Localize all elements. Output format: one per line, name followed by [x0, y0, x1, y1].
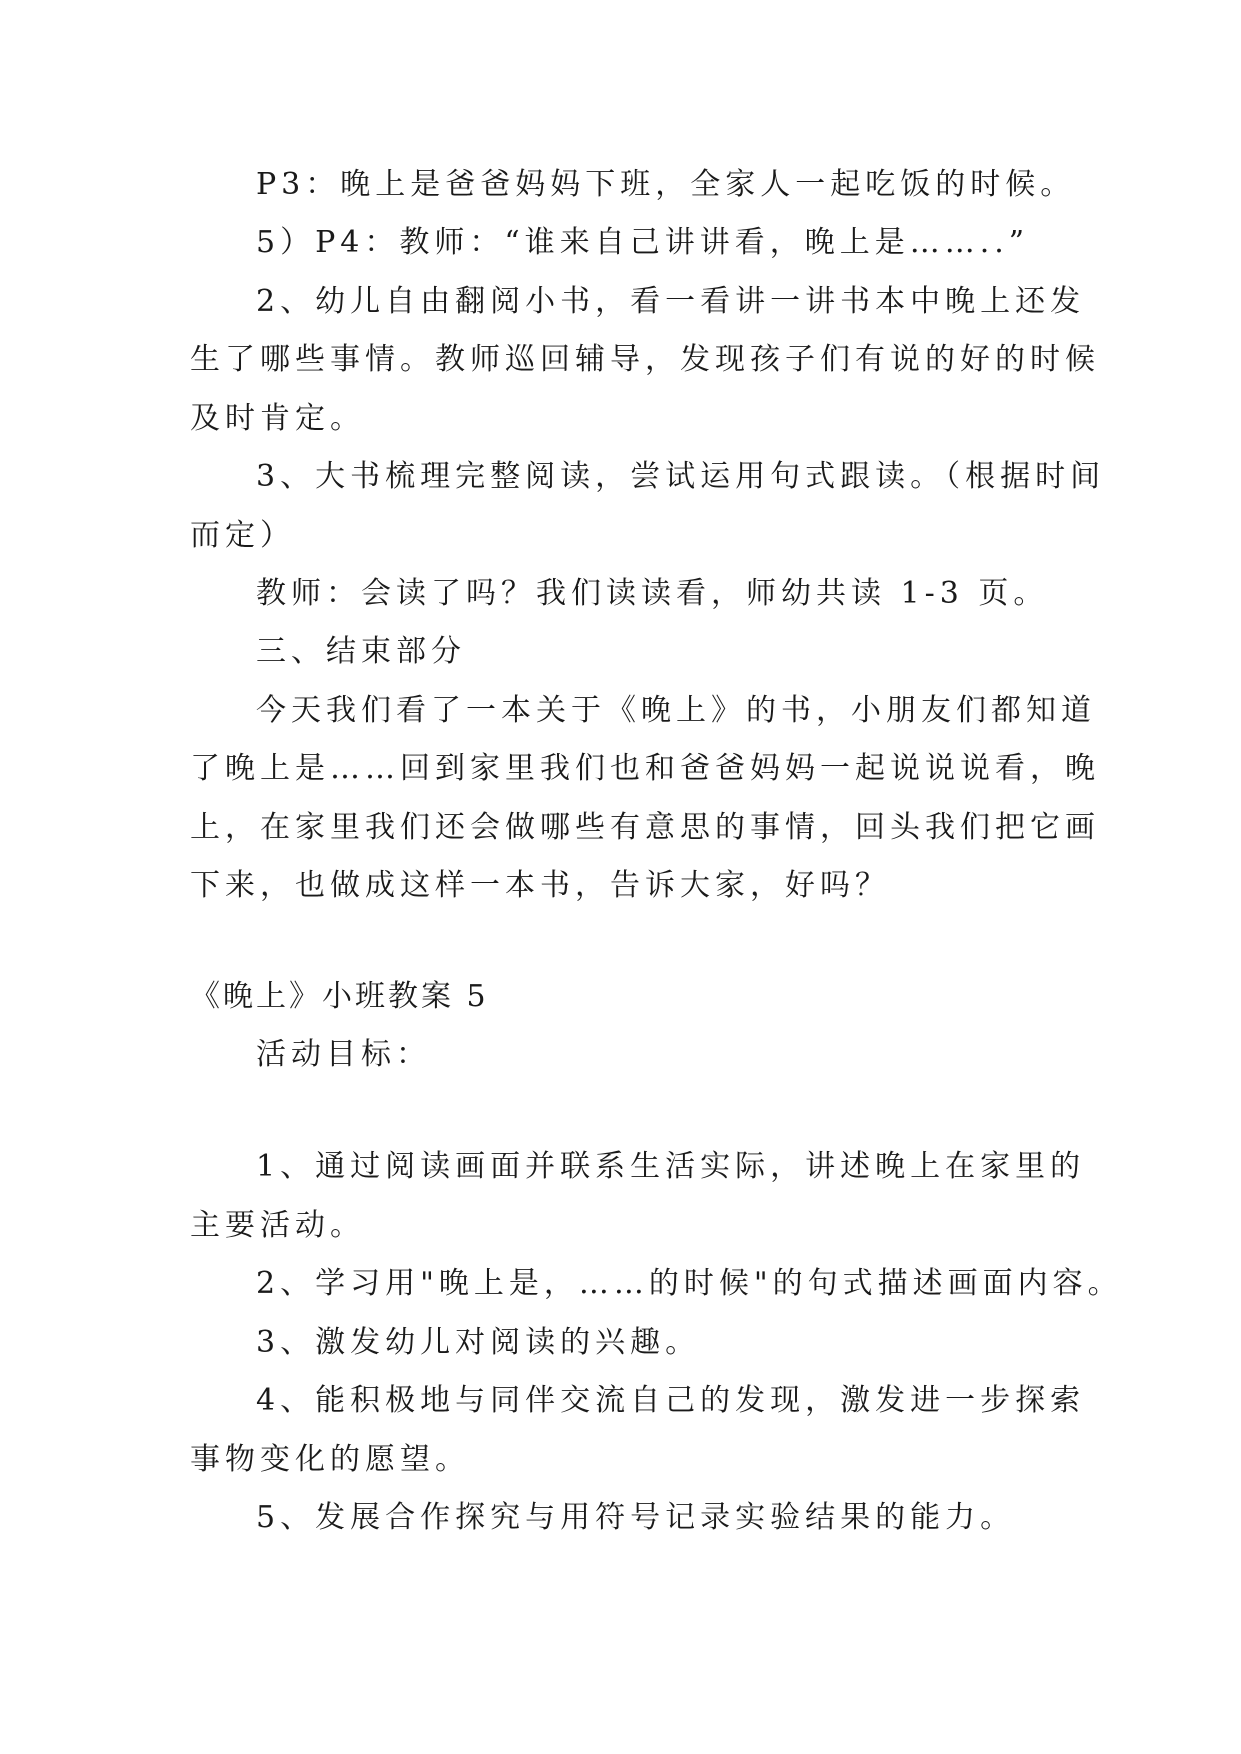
list-item-continuation: 事物变化的愿望。 — [190, 1442, 470, 1477]
paragraph-line: 5）P4：教师：“谁来自己讲讲看，晚上是……..” — [256, 225, 1030, 260]
paragraph-line: 了晚上是……回到家里我们也和爸爸妈妈一起说说说看，晚 — [190, 751, 1100, 786]
list-item: 4、能积极地与同伴交流自己的发现，激发进一步探索 — [256, 1383, 1086, 1418]
paragraph-line: 下来，也做成这样一本书，告诉大家，好吗？ — [190, 868, 890, 903]
paragraph-line: 3、大书梳理完整阅读，尝试运用句式跟读。（根据时间 — [256, 459, 1106, 494]
lesson-title: 《晚上》小班教案 5 — [190, 979, 489, 1014]
section-heading: 三、结束部分 — [256, 634, 466, 669]
paragraph-line: P3：晚上是爸爸妈妈下班，全家人一起吃饭的时候。 — [256, 167, 1076, 202]
list-item-continuation: 主要活动。 — [190, 1208, 365, 1243]
paragraph-line: 及时肯定。 — [190, 401, 365, 436]
paragraph-line: 而定） — [190, 518, 295, 553]
list-item: 3、激发幼儿对阅读的兴趣。 — [256, 1325, 701, 1360]
paragraph-line: 今天我们看了一本关于《晚上》的书，小朋友们都知道 — [256, 693, 1096, 728]
paragraph-line: 上，在家里我们还会做哪些有意思的事情，回头我们把它画 — [190, 810, 1100, 845]
section-heading: 活动目标： — [256, 1037, 431, 1072]
list-item: 1、通过阅读画面并联系生活实际，讲述晚上在家里的 — [256, 1149, 1086, 1184]
paragraph-line: 2、幼儿自由翻阅小书，看一看讲一讲书本中晚上还发 — [256, 284, 1086, 319]
list-item: 2、学习用"晚上是，……的时候"的句式描述画面内容。 — [256, 1266, 1123, 1301]
paragraph-line: 教师：会读了吗？我们读读看，师幼共读 1-3 页。 — [256, 576, 1049, 611]
paragraph-line: 生了哪些事情。教师巡回辅导，发现孩子们有说的好的时候 — [190, 342, 1100, 377]
list-item: 5、发展合作探究与用符号记录实验结果的能力。 — [256, 1500, 1016, 1535]
